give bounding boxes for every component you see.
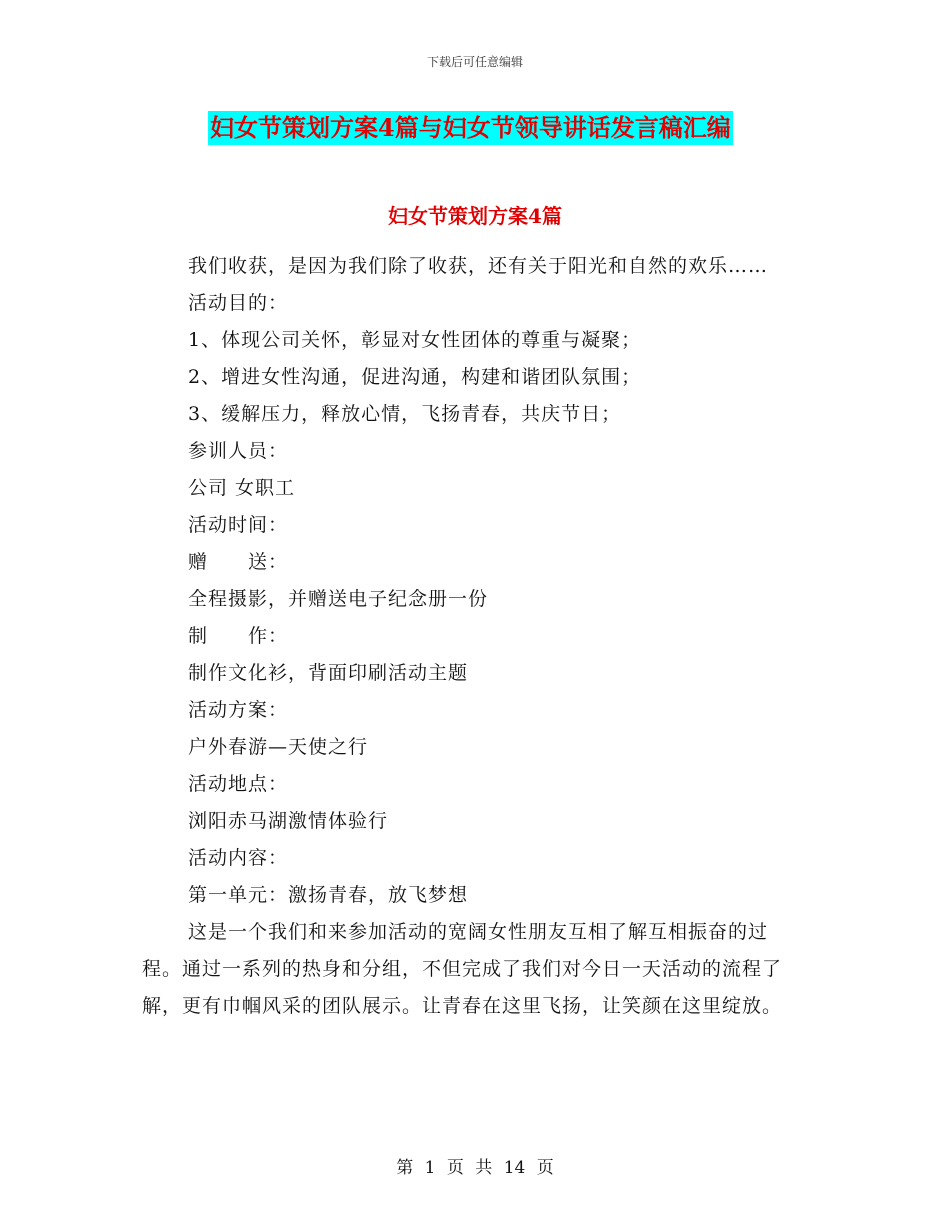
- paragraph-goal-1: 1、体现公司关怀，彰显对女性团体的尊重与凝聚；: [188, 329, 642, 351]
- paragraph-participants: 公司 女职工: [188, 477, 296, 499]
- paragraph-participants-heading: 参训人员：: [188, 440, 289, 462]
- paragraph-location-heading: 活动地点：: [188, 773, 289, 795]
- document-title: 妇女节策划方案4篇与妇女节领导讲话发言稿汇编: [208, 111, 733, 145]
- paragraph-unit-1-body: 这是一个我们和来参加活动的宽阔女性朋友互相了解互相振奋的过程。通过一系列的热身和分组，不但完成了我们对今日一天活动的流程了解，更有巾帼风采的团队展示。让青春在这里飞扬，让笑颜在这里绽放。: [142, 921, 783, 1017]
- paragraph-gift-heading: 赠 送：: [188, 551, 289, 573]
- paragraph-production-heading: 制 作：: [188, 625, 289, 647]
- body-text: [142, 248, 802, 1025]
- paragraph-goal-heading: 活动目的：: [188, 292, 289, 314]
- paragraph-goal-2: 2、增进女性沟通，促进沟通，构建和谐团队氛围；: [188, 366, 642, 388]
- paragraph-location: 浏阳赤马湖激情体验行: [188, 810, 389, 832]
- paragraph-time-heading: 活动时间：: [188, 514, 289, 536]
- page-header: 下载后可任意编辑: [426, 55, 523, 69]
- paragraph-intro: 我们收获，是因为我们除了收获，还有关于阳光和自然的欢乐……: [188, 255, 769, 277]
- paragraph-goal-3: 3、缓解压力，释放心情，飞扬青春，共庆节日；: [188, 403, 622, 425]
- paragraph-gift: 全程摄影，并赠送电子纪念册一份: [188, 588, 489, 610]
- paragraph-plan-heading: 活动方案：: [188, 699, 289, 721]
- section-title: 妇女节策划方案4篇: [388, 204, 562, 228]
- paragraph-plan: 户外春游—天使之行: [188, 736, 369, 758]
- page-footer: 第 1 页 共 14 页: [396, 1158, 554, 1178]
- paragraph-content-heading: 活动内容：: [188, 847, 289, 869]
- paragraph-production: 制作文化衫，背面印刷活动主题: [188, 662, 469, 684]
- paragraph-unit-1: 第一单元：激扬青春，放飞梦想: [188, 884, 469, 906]
